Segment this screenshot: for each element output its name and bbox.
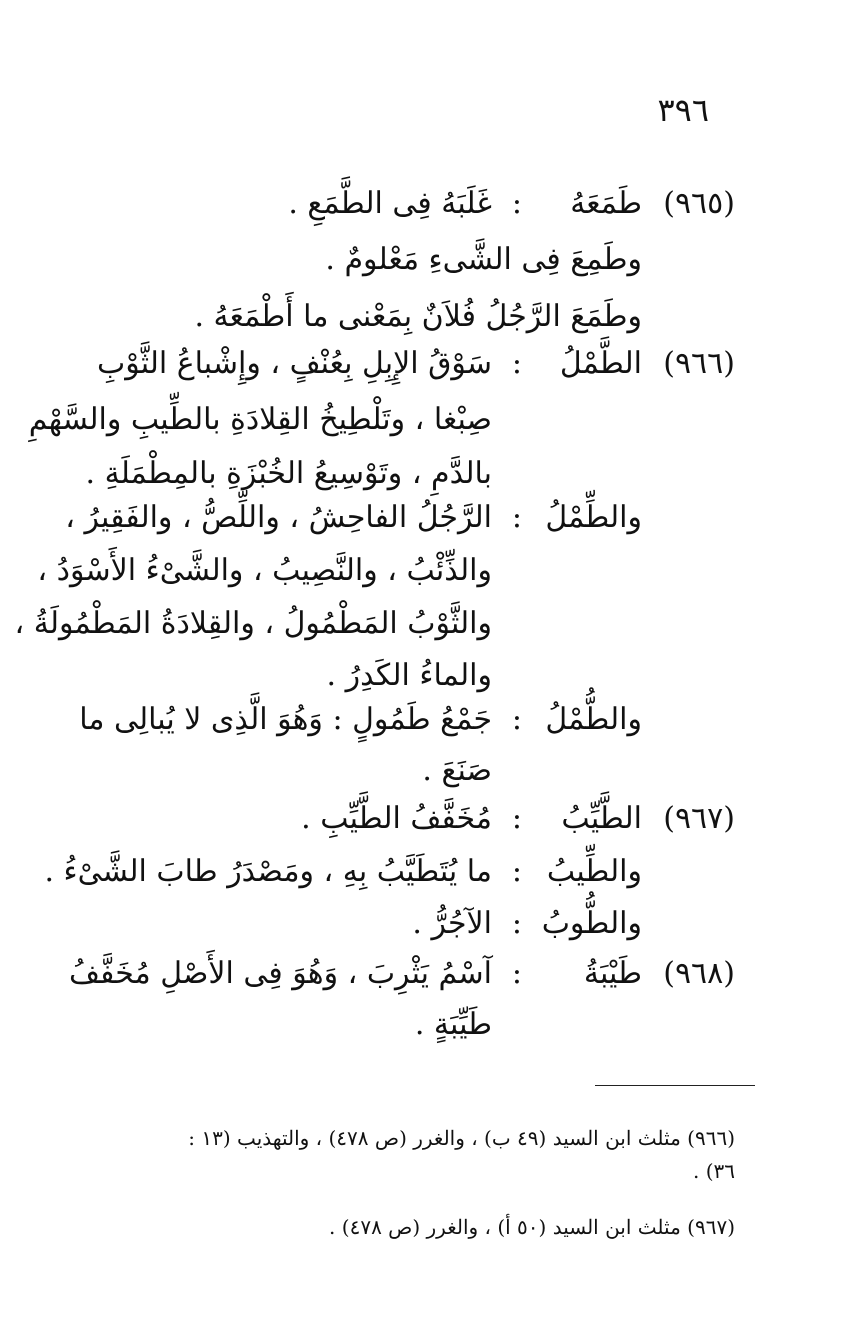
definition-continuation: والذِّئْبُ ، والنَّصِيبُ ، والشَّىْءُ الأَسْوَدُ ، (37, 553, 492, 588)
entry-line (0, 334, 867, 394)
definition-continuation: والثَّوْبُ المَطْمُولُ ، والقِلادَةُ المَطْمُولَةُ ، (14, 606, 492, 641)
separator: : (511, 801, 522, 836)
entry-line (0, 842, 867, 902)
definition-continuation: طَيِّبَةٍ . (414, 1007, 492, 1042)
entry-line (0, 594, 867, 654)
definition-continuation: وطَمِعَ فِى الشَّىءِ مَعْلومٌ . (325, 242, 642, 277)
headword: والطُّوبُ (541, 906, 642, 941)
entry-line (0, 541, 867, 601)
headword: والطِّيبُ (546, 854, 642, 889)
definition-continuation: صَنَعَ . (422, 753, 492, 788)
definition: مُخَفَّفُ الطَّيِّبِ . (301, 801, 492, 836)
entry-line (0, 390, 867, 450)
entry-line (0, 230, 867, 290)
entry-line (0, 995, 867, 1055)
footnote: (٩٦٦) مثلث ابن السيد (٤٩ ب) ، والغرر (ص ٤٧٨) ، والتهذيب (١٣ : (188, 1126, 735, 1150)
headword: طَمَعَهُ (570, 186, 642, 221)
definition: سَوْقُ الإِبِلِ بِعُنْفٍ ، وإِشْباعُ الثَّوْبِ (96, 346, 492, 381)
definition-continuation: صِبْغا ، وتَلْطِيخُ القِلادَةِ بالطِّيبِ والسَّهْمِ (28, 402, 492, 437)
definition: غَلَبَهُ فِى الطَّمَعِ . (288, 186, 492, 221)
definition: ما يُتَطَيَّبُ بِهِ ، ومَصْدَرُ طابَ الشَّىْءُ . (44, 854, 492, 889)
separator: : (511, 956, 522, 991)
footnote-divider (595, 1085, 755, 1086)
footnote: (٩٦٧) مثلث ابن السيد (٥٠ أ) ، والغرر (ص ٤٧٨) . (329, 1215, 735, 1239)
definition-continuation: والماءُ الكَدِرُ . (326, 658, 492, 693)
separator: : (511, 854, 522, 889)
separator: : (511, 346, 522, 381)
headword: الطَّيِّبُ (561, 801, 642, 836)
separator: : (511, 500, 522, 535)
definition: جَمْعُ طَمُولٍ : وَهُوَ الَّذِى لا يُبالِى ما (79, 702, 492, 737)
headword: والطِّمْلُ (545, 500, 642, 535)
entry-number: (٩٦٧) (663, 801, 735, 836)
separator: : (511, 702, 522, 737)
definition-continuation: بالدَّمِ ، وتَوْسِيعُ الخُبْزَةِ بالمِطْمَلَةِ . (85, 456, 492, 491)
entry-line (0, 174, 867, 234)
definition: آسْمُ يَثْرِبَ ، وَهُوَ فِى الأَصْلِ مُخَفَّفُ (69, 956, 492, 991)
separator: : (511, 906, 522, 941)
headword: والطُّمْلُ (545, 702, 642, 737)
definition-continuation: وطَمَعَ الرَّجُلُ فُلاَنٌ بِمَعْنى ما أَطْمَعَهُ . (194, 299, 642, 334)
entry-line (0, 789, 867, 849)
separator: : (511, 186, 522, 221)
footnote-continuation: ٣٦) . (692, 1159, 735, 1183)
definition: الآجُرُّ . (412, 906, 492, 941)
headword: الطَّمْلُ (559, 346, 642, 381)
entry-number: (٩٦٨) (663, 956, 735, 991)
definition: الرَّجُلُ الفاحِشُ ، واللِّصُّ ، والفَقِيرُ ، (65, 500, 492, 535)
page-number: ٣٩٦ (657, 91, 709, 129)
entry-number: (٩٦٥) (663, 186, 735, 221)
entry-number: (٩٦٦) (663, 346, 735, 381)
headword: طَيْبَةُ (583, 956, 642, 991)
entry-line (0, 488, 867, 548)
